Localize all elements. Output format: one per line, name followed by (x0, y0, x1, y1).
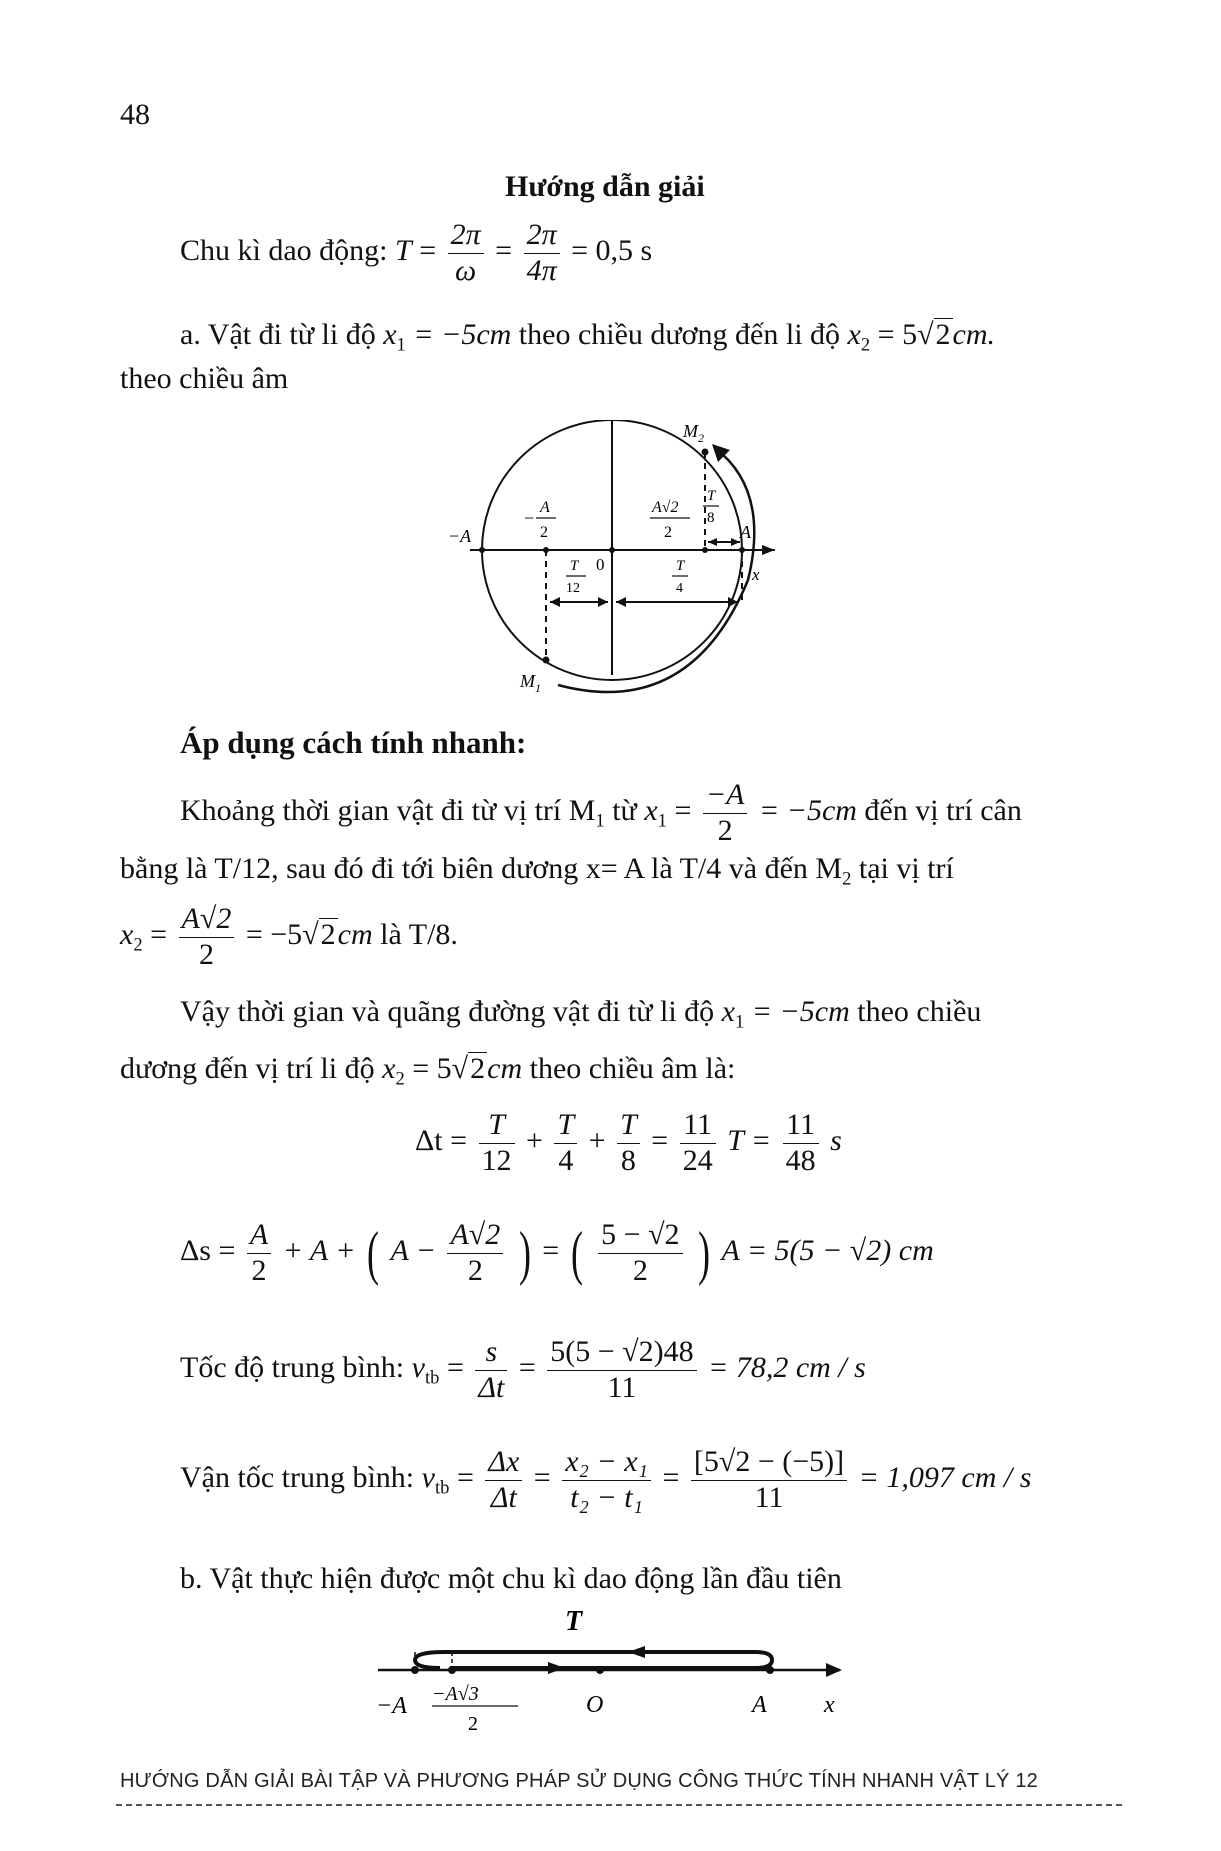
subscript: 1 (657, 810, 667, 832)
paren-open: ( (366, 1219, 379, 1286)
subscript: 2 (860, 334, 871, 356)
numerator: A√2 (179, 902, 235, 938)
text: bằng là T/12, sau đó đi tới biên dương x= A là T/4 và đến M (120, 852, 843, 885)
denominator: 24 (682, 1143, 713, 1177)
math-value: = −5 (245, 917, 303, 951)
label-a: A (752, 1692, 767, 1718)
denominator: 11 (754, 1480, 784, 1514)
denominator: 48 (785, 1143, 816, 1177)
label-t8-num: T (707, 488, 716, 504)
math-lhs: Δt = (415, 1123, 468, 1157)
path-left-turn (415, 1652, 445, 1668)
math-var: v (421, 1460, 435, 1494)
oscillation-path-diagram (370, 1600, 850, 1740)
arrowhead-right (548, 1662, 565, 1674)
point-a (739, 547, 745, 553)
math-var: x (383, 318, 397, 351)
x-axis-arrowhead (762, 545, 775, 555)
numerator: A (247, 1218, 271, 1254)
label-o: O (586, 1692, 604, 1718)
label-t12-den: 12 (566, 581, 580, 596)
math-value: = 5 (412, 1052, 452, 1085)
text: dương đến vị trí li độ (120, 1052, 375, 1085)
period-formula (180, 218, 652, 288)
point-o (596, 1666, 604, 1674)
math-value: = 5 (877, 318, 918, 351)
math-var: x (847, 318, 861, 351)
numerator: T (479, 1108, 515, 1144)
subscript: tb (434, 1477, 450, 1499)
math-var: v (411, 1350, 425, 1384)
denominator: 2 (198, 937, 214, 971)
paren-open: ( (570, 1219, 583, 1286)
math-result: = 1,097 cm / s (858, 1460, 1032, 1494)
text: từ (612, 793, 637, 827)
math-mid: T = (727, 1123, 772, 1157)
numerator: −A (703, 778, 748, 814)
point-minus-a (479, 547, 485, 553)
text: tại vị trí (858, 852, 954, 885)
text: đến vị trí cân (864, 793, 1022, 827)
operator: = (651, 1123, 669, 1157)
summary-line1 (180, 995, 981, 1034)
circle-diagram (430, 420, 820, 720)
text: Khoảng thời gian vật đi từ vị trí M (180, 793, 596, 827)
paren-close: ) (518, 1219, 531, 1286)
arrowhead (708, 538, 717, 546)
numerator: [5√2 − (−5)] (691, 1445, 847, 1481)
equals-sign: = (419, 233, 437, 267)
math-var: x (382, 1052, 396, 1085)
numerator: 11 (783, 1108, 819, 1144)
text: Vậy thời gian và quãng đường vật đi từ li độ (180, 995, 715, 1028)
math-var: x (644, 793, 658, 827)
numerator: T (554, 1108, 577, 1144)
subscript: 2 (133, 934, 143, 956)
numerator: Δx (485, 1445, 522, 1481)
numerator: 2π (524, 218, 560, 254)
label-root3-num: −A√3 (432, 1683, 479, 1705)
label-a-root2-den: 2 (664, 524, 672, 541)
label-x: x (752, 565, 760, 584)
label-t8-den: 8 (707, 510, 715, 526)
math-unit: cm (487, 1052, 523, 1085)
math-term: A − (390, 1233, 436, 1267)
math-result: A = 5(5 − √2) cm (721, 1233, 934, 1267)
point-minus-half-a (543, 547, 549, 553)
quick-line3: $x_2$ = $\frac{A√2}{2}$ = −5√2cm là T/8. (120, 902, 458, 971)
period-result: = 0,5 s (571, 233, 653, 267)
denominator: 8 (620, 1143, 636, 1177)
subscript: tb (424, 1367, 440, 1389)
math-value: = −5cm (751, 995, 850, 1028)
numerator: x₂ − x₁ (562, 1445, 651, 1481)
text: là T/8. (380, 917, 458, 951)
period-T: T (395, 233, 412, 267)
quick-line2 (120, 852, 954, 891)
numerator: s (475, 1335, 507, 1371)
label-half-a-num: A (540, 499, 550, 516)
part-a-line2: theo chiều âm (120, 362, 289, 395)
subscript: 1 (735, 1011, 745, 1033)
sqrt-radicand: 2 (320, 917, 336, 951)
equals-sign: = (495, 233, 513, 267)
label-minus-a: −A (448, 526, 472, 546)
math-term: + A + (282, 1233, 356, 1267)
arrowhead-left (628, 1646, 645, 1658)
x-axis-arrowhead (826, 1663, 842, 1677)
point-m2 (702, 449, 709, 456)
fraction (703, 778, 748, 848)
arrowhead (598, 597, 608, 607)
math-unit: cm. (952, 318, 996, 351)
point-m1 (543, 657, 550, 664)
label-m2: $M_2$ (683, 421, 704, 445)
fraction (524, 218, 560, 288)
math-lhs: Δs = (180, 1233, 236, 1267)
delta-s-equation (180, 1218, 934, 1288)
delta-t-equation (415, 1108, 842, 1178)
math-var: x (721, 995, 735, 1028)
label-m1: $M_1$ (520, 671, 541, 695)
path-forward-back (445, 1652, 772, 1668)
numerator: A√2 (447, 1218, 503, 1254)
math-unit: s (830, 1123, 842, 1157)
numerator: 11 (680, 1108, 716, 1144)
label-t4-den: 4 (676, 581, 683, 596)
text: Vận tốc trung bình: (180, 1460, 415, 1494)
label-zero: 0 (596, 555, 605, 574)
footer-divider (116, 1804, 1122, 1806)
denominator: 12 (481, 1143, 512, 1177)
section-title: Hướng dẫn giải (505, 170, 705, 203)
label-x: x (824, 1692, 835, 1718)
denominator: 2 (632, 1253, 648, 1287)
period-label: Chu kì dao động: (180, 233, 388, 267)
paren-close: ) (698, 1219, 711, 1286)
denominator: 4 (558, 1143, 574, 1177)
part-b-text: b. Vật thực hiện được một chu kì dao động lần đầu tiên (180, 1562, 842, 1595)
denominator: Δt (490, 1480, 517, 1514)
numerator: T (617, 1108, 640, 1144)
average-speed: Tốc độ trung bình: $v_{tb}$ = $\frac{s}{\Delta t}$ = $\frac{5(5 - √2)48}{11}$ = 78,2 cm / s (180, 1335, 866, 1404)
denominator: t₂ − t₁ (570, 1480, 643, 1514)
operator: + (588, 1123, 606, 1157)
footer-title: HƯỚNG DẪN GIẢI BÀI TẬP VÀ PHƯƠNG PHÁP SỬ DỤNG CÔNG THỨC TÍNH NHANH VẬT LÝ 12 (120, 1770, 1039, 1792)
label-minus-sign: − (524, 508, 535, 528)
math-value: = −5cm (758, 793, 857, 827)
subscript: 1 (396, 334, 406, 356)
numerator: 5 − √2 (598, 1218, 682, 1254)
numerator: 2π (448, 218, 484, 254)
fraction (448, 218, 484, 288)
text: Tốc độ trung bình: (180, 1350, 405, 1384)
point-a-root2 (702, 547, 708, 553)
denominator: Δt (478, 1370, 505, 1404)
arrowhead (550, 597, 560, 607)
average-velocity: Vận tốc trung bình: $v_{tb}$ = $\frac{\Delta x}{\Delta t}$ = $\frac{\text{x₂ − x₁}}{\text{t₂ − t₁}}$ = $\frac{[5√2 - (-5)]}{11}$ = 1,097 cm / s (180, 1445, 1032, 1514)
point-origin (609, 547, 615, 553)
math-var: x (120, 917, 134, 951)
text: theo chiều âm là: (529, 1052, 736, 1085)
fraction (179, 902, 235, 972)
denominator: 4π (526, 253, 557, 287)
quick-line1: Khoảng thời gian vật đi từ vị trí $M_1$ từ $x_1$ = $\frac{-A}{2}$ = −5cm đến vị trí cân (180, 778, 1022, 847)
denominator: 2 (251, 1253, 267, 1287)
numerator: 5(5 − √2)48 (547, 1335, 696, 1371)
math-result: = 78,2 cm / s (708, 1350, 866, 1384)
sqrt-radicand: 2 (935, 318, 951, 351)
subscript: 2 (842, 868, 852, 890)
arrowhead (731, 538, 740, 546)
label-a: A (740, 522, 751, 542)
label-t12-num: T (570, 558, 579, 574)
operator: = (542, 1233, 560, 1267)
label-minus-a: −A (376, 1693, 407, 1719)
summary-line2: dương đến vị trí li độ $x_2 = 5√2cm$ theo chiều âm là: (120, 1052, 736, 1090)
label-T: T (565, 1606, 583, 1637)
subscript: 2 (395, 1068, 405, 1090)
sqrt-radicand: 2 (470, 1052, 486, 1085)
denominator: ω (455, 253, 477, 287)
page-number: 48 (120, 98, 150, 131)
quick-heading: Áp dụng cách tính nhanh: (180, 725, 527, 760)
denominator: 11 (607, 1370, 637, 1404)
label-a-root2-num: A√2 (652, 499, 679, 516)
label-half-a-den: 2 (540, 524, 548, 541)
label-root3-den: 2 (468, 1713, 478, 1735)
sqrt-sign: √ (917, 318, 934, 351)
math-unit: cm (337, 917, 373, 951)
label-t4-num: T (676, 558, 685, 574)
math-value: = −5cm (413, 318, 512, 351)
arrowhead (616, 597, 626, 607)
text: theo chiều (857, 995, 982, 1028)
operator: + (526, 1123, 543, 1157)
text: theo chiều dương đến li độ (518, 318, 841, 351)
denominator: 2 (467, 1253, 483, 1287)
point-a (766, 1666, 774, 1674)
subscript: 1 (595, 810, 605, 832)
part-a-line1 (180, 318, 995, 357)
text: a. Vật đi từ li độ (180, 318, 376, 351)
denominator: 2 (717, 813, 733, 847)
